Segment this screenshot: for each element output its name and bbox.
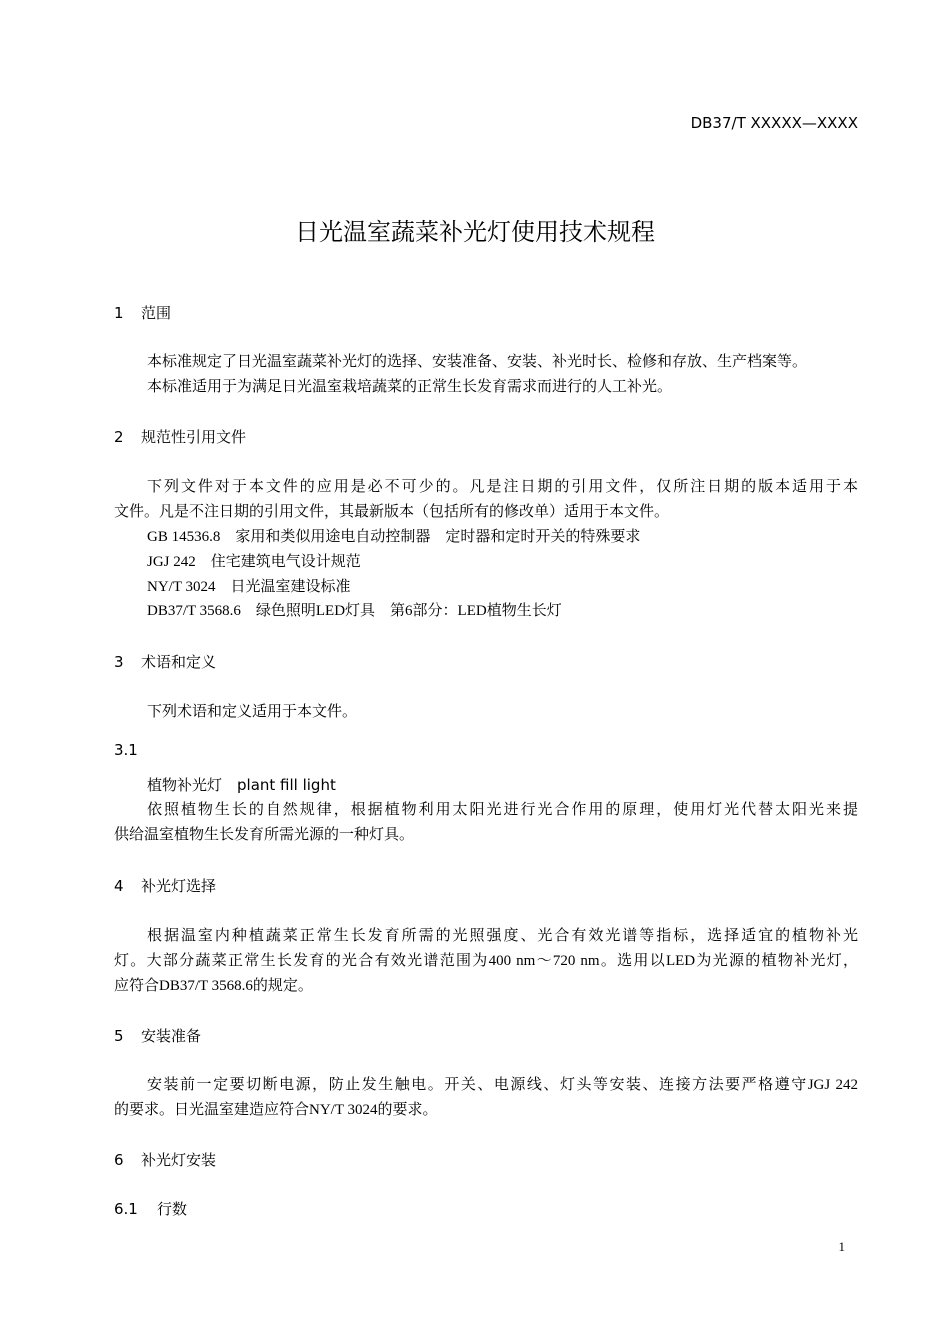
definition: 依照植物生长的自然规律，根据植物利用太阳光进行光合作用的原理，使用灯光代替太阳光来提: [147, 802, 858, 818]
paragraph: 下列术语和定义适用于本文件。: [147, 704, 358, 720]
definition: 供给温室植物生长发育所需光源的一种灯具。: [114, 827, 415, 843]
section-number: 3: [114, 653, 124, 671]
reference-item: NY/T 3024 日光温室建设标准: [147, 579, 351, 595]
subsection-6-1-heading: [114, 1199, 187, 1219]
section-title: 范围: [141, 304, 172, 322]
section-title: 安装准备: [141, 1027, 202, 1045]
section-title: 补光灯选择: [141, 877, 217, 895]
section-2-heading: [114, 427, 246, 447]
section-number: 2: [114, 428, 124, 446]
section-number: 5: [114, 1027, 124, 1045]
reference-item: DB37/T 3568.6 绿色照明LED灯具 第6部分：LED植物生长灯: [147, 603, 562, 619]
document-code: DB37/T XXXXX—XXXX: [690, 114, 858, 132]
section-5-heading: [114, 1026, 201, 1046]
paragraph: 的要求。日光温室建造应符合NY/T 3024的要求。: [114, 1102, 438, 1118]
page-title: 日光温室蔬菜补光灯使用技术规程: [295, 218, 655, 246]
paragraph: 文件。凡是不注日期的引用文件，其最新版本（包括所有的修改单）适用于本文件。: [114, 504, 670, 520]
section-6-heading: [114, 1150, 216, 1170]
section-4-heading: [114, 876, 216, 896]
section-number: 6: [114, 1151, 124, 1169]
paragraph: 根据温室内种植蔬菜正常生长发育所需的光照强度、光合有效光谱等指标，选择适宜的植物补光: [147, 928, 858, 944]
subsection-title: 行数: [157, 1200, 188, 1218]
paragraph: 本标准规定了日光温室蔬菜补光灯的选择、安装准备、安装、补光时长、检修和存放、生产档案等。: [147, 354, 808, 370]
term-title: 植物补光灯 plant fill light: [147, 776, 336, 794]
page-number: 1: [838, 1239, 845, 1254]
paragraph: 灯。大部分蔬菜正常生长发育的光合有效光谱范围为400 nm～720 nm。选用以LED为光源的植物补光灯，: [114, 953, 858, 969]
paragraph: 应符合DB37/T 3568.6的规定。: [114, 978, 313, 994]
reference-item: JGJ 242 住宅建筑电气设计规范: [147, 554, 361, 570]
subsection-number: 3.1: [114, 741, 138, 759]
paragraph: 安装前一定要切断电源，防止发生触电。开关、电源线、灯头等安装、连接方法要严格遵守JGJ 242: [147, 1077, 858, 1093]
section-title: 补光灯安装: [141, 1151, 217, 1169]
paragraph: 本标准适用于为满足日光温室栽培蔬菜的正常生长发育需求而进行的人工补光。: [147, 379, 673, 395]
section-3-heading: [114, 652, 216, 672]
reference-item: GB 14536.8 家用和类似用途电自动控制器 定时器和定时开关的特殊要求: [147, 529, 641, 545]
subsection-number: 6.1: [114, 1200, 138, 1218]
section-number: 1: [114, 304, 124, 322]
section-title: 术语和定义: [141, 653, 217, 671]
section-1-heading: [114, 303, 171, 323]
paragraph: 下列文件对于本文件的应用是必不可少的。凡是注日期的引用文件，仅所注日期的版本适用于本: [147, 479, 858, 495]
section-title: 规范性引用文件: [141, 428, 247, 446]
section-number: 4: [114, 877, 124, 895]
